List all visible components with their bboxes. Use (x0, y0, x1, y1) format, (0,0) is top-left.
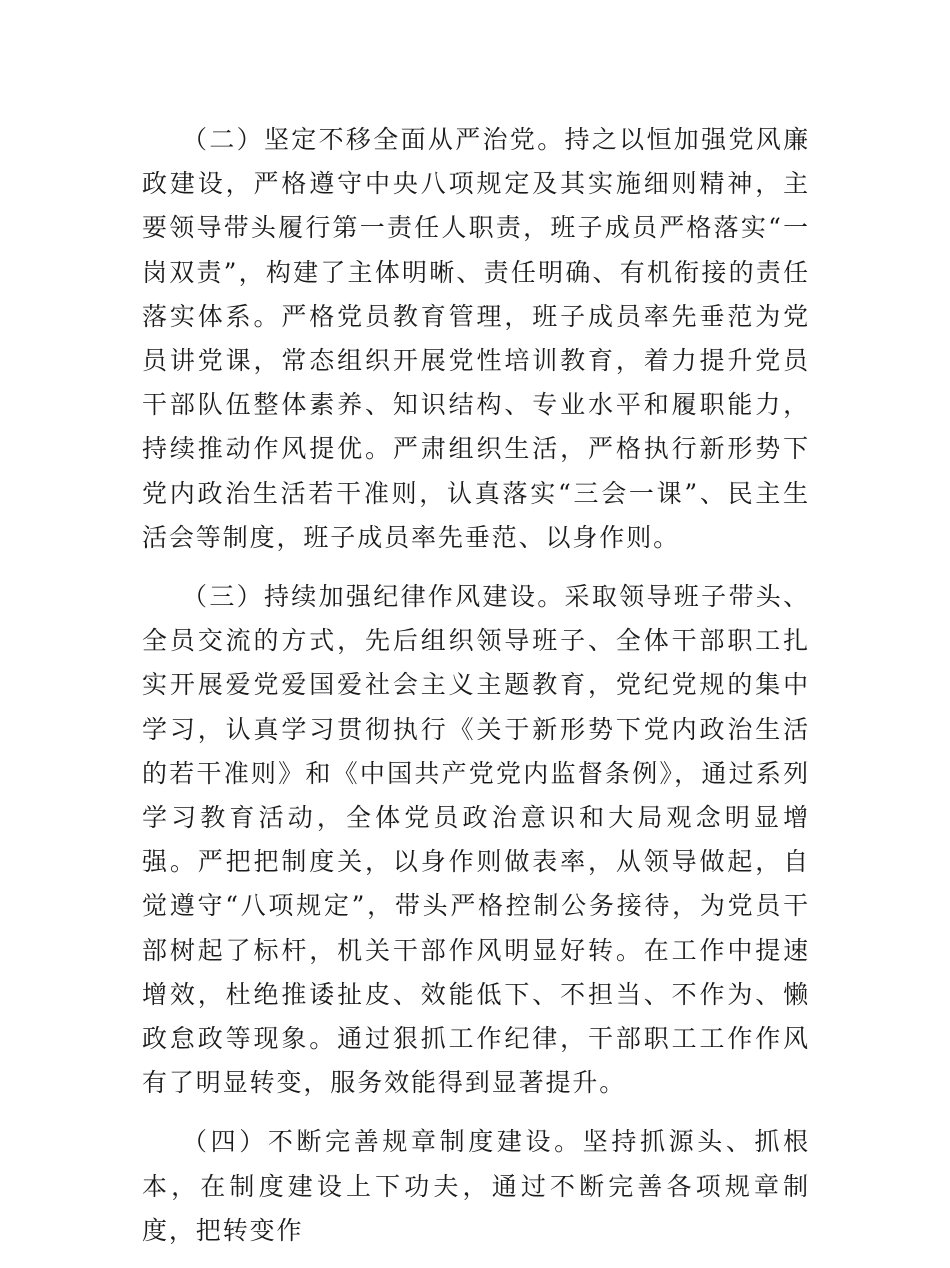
paragraph-section-3: （三）持续加强纪律作风建设。采取领导班子带头、全员交流的方式，先后组织领导班子、全体干部职工扎实开展爱党爱国爱社会主义主题教育，党纪党规的集中学习，认真学习贯彻执行《关于新形势下党内政治生活的若干准则》和《中国共产党党内监督条例》，通过系列学习教育活动，全体党员政治意识和大局观念明显增强。严把把制度关，以身作则做表率，从领导做起，自觉遵守“八项规定”，带头严格控制公务接待，为党员干部树起了标杆，机关干部作风明显好转。在工作中提速增效，杜绝推诿扯皮、效能低下、不担当、不作为、懒政怠政等现象。通过狠抓工作纪律，干部职工工作作风有了明显转变，服务效能得到显著提升。 (142, 582, 810, 1098)
paragraph-section-2: （二）坚定不移全面从严治党。持之以恒加强党风廉政建设，严格遵守中央八项规定及其实施细则精神，主要领导带头履行第一责任人职责，班子成员严格落实“一岗双责”，构建了主体明晰、责任明确、有机衔接的责任落实体系。严格党员教育管理，班子成员率先垂范为党员讲党课，常态组织开展党性培训教育，着力提升党员干部队伍整体素养、知识结构、专业水平和履职能力，持续推动作风提优。严肃组织生活，严格执行新形势下党内政治生活若干准则，认真落实“三会一课”、民主生活会等制度，班子成员率先垂范、以身作则。 (142, 125, 810, 552)
paragraph-section-4: （四）不断完善规章制度建设。坚持抓源头、抓根本，在制度建设上下功夫，通过不断完善各项规章制度，把转变作 (142, 1127, 810, 1245)
document-body (142, 118, 810, 1268)
